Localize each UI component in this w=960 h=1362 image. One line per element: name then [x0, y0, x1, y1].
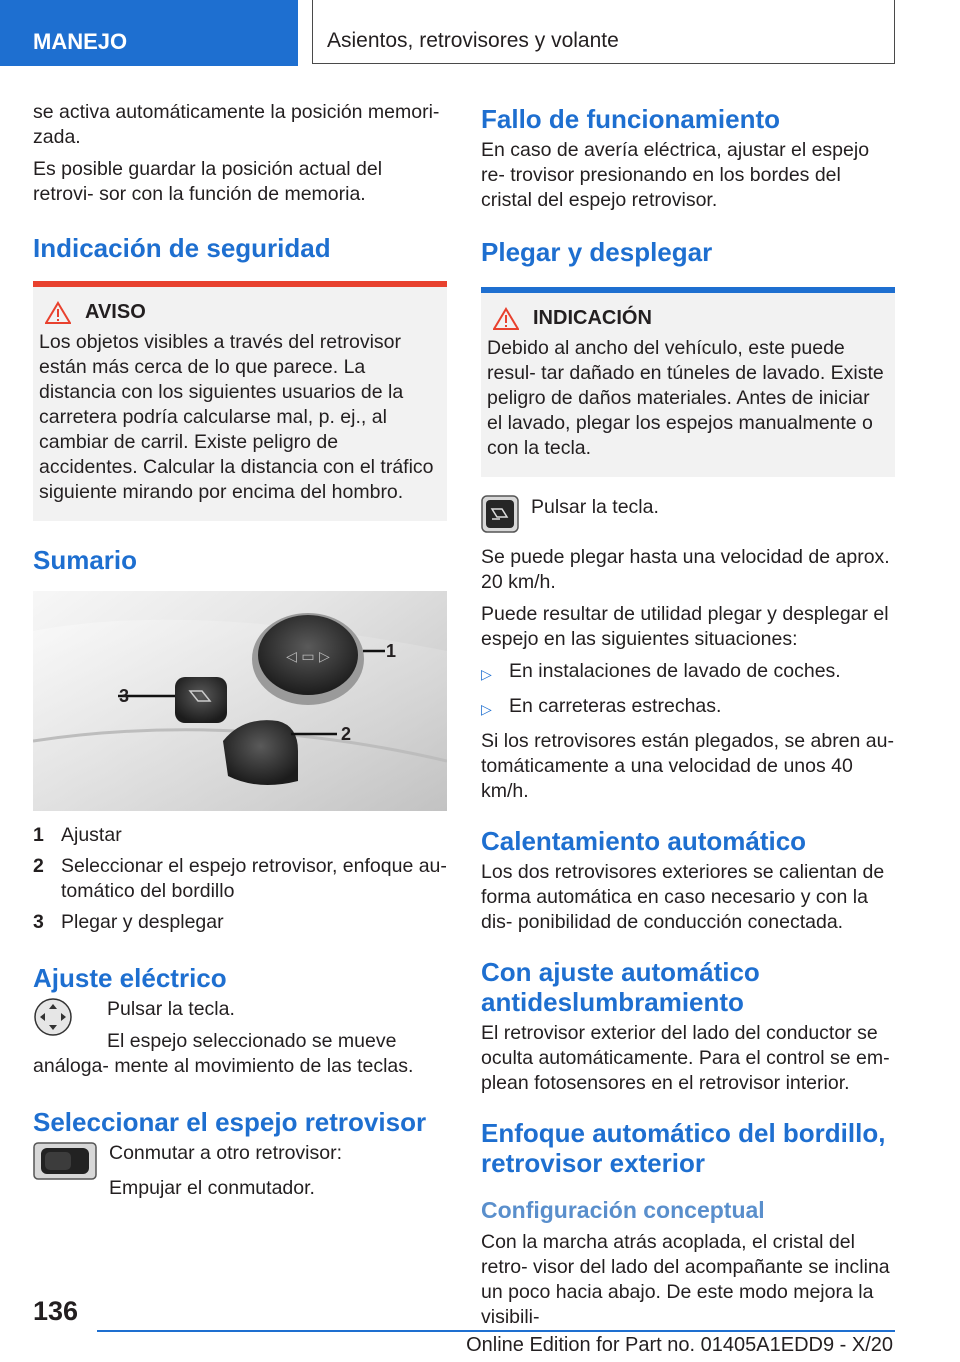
- legend-text: Plegar y desplegar: [61, 911, 224, 933]
- list-item: [481, 659, 895, 687]
- legend-number: 2: [33, 855, 44, 877]
- warning-triangle-icon: [493, 307, 519, 330]
- safety-heading: Indicación de seguridad: [33, 233, 331, 263]
- mirror-controls-illustration: [33, 591, 447, 811]
- legend-item: [33, 854, 447, 904]
- photo-callout-1: 1: [386, 641, 397, 661]
- select-heading: Seleccionar el espejo retrovisor: [33, 1107, 427, 1137]
- left-column: [33, 100, 447, 1212]
- svg-text:◁ ▭ ▷: ◁ ▭ ▷: [286, 649, 330, 665]
- fault-text: En caso de avería eléctrica, ajustar el espejo re- trovisor presionando en los bordes del cristal del espejo retrovisor.: [481, 139, 870, 211]
- overview-heading: Sumario: [33, 545, 138, 575]
- chapter-tab[interactable]: MANEJO: [0, 0, 298, 66]
- dimming-heading: Con ajuste automático antideslumbramiento: [481, 957, 760, 1017]
- warning-title: AVISO: [85, 301, 146, 323]
- fault-heading: Fallo de funcionamiento: [481, 104, 781, 134]
- legend-item: [33, 910, 447, 935]
- electric-text-1: Pulsar la tecla.: [107, 998, 235, 1020]
- list-item: [481, 694, 895, 722]
- concept-subheading: Configuración conceptual: [481, 1197, 765, 1223]
- select-text-2: Empujar el conmutador.: [109, 1177, 315, 1199]
- fold-text-3: Si los retrovisores están plegados, se abren au- tomáticamente a una velocidad de unos 40 km/h.: [481, 730, 894, 802]
- concept-text: Con la marcha atrás acoplada, el cristal del retro- visor del lado del acompañante se inclina un poco hacia abajo. De este modo mejora la visibili-: [481, 1231, 890, 1328]
- notice-text: Debido al ancho del vehículo, este puede resul- tar dañado en túneles de lavado. Existe peligro de daños materiales. Antes de iniciar el lavado, plegar los espejos manualmente o con la tecla.: [487, 337, 884, 459]
- intro-paragraph-2: Es posible guardar la posición actual del retrovi- sor con la función de memoria.: [33, 158, 383, 205]
- triangle-bullet-icon: ▷: [481, 666, 492, 682]
- fold-button-text: Pulsar la tecla.: [531, 496, 659, 518]
- electric-text-2: El espejo seleccionado se mueve análoga- mente al movimiento de las teclas.: [33, 1030, 414, 1077]
- legend-item: [33, 823, 447, 848]
- fold-heading: Plegar y desplegar: [481, 237, 713, 267]
- mirror-controls-photo: [33, 591, 447, 811]
- photo-callout-2: 2: [341, 724, 352, 744]
- list-item-text: En instalaciones de lavado de coches.: [509, 660, 841, 682]
- fold-mirror-button-icon: [481, 495, 519, 533]
- notice-box: [481, 287, 895, 477]
- triangle-bullet-icon: ▷: [481, 701, 492, 717]
- mirror-adjust-button-icon: [33, 997, 73, 1037]
- footer-edition: Online Edition for Part no. 01405A1EDD9 - X/20: [466, 1334, 893, 1356]
- heating-heading: Calentamiento automático: [481, 826, 807, 856]
- electric-heading: Ajuste eléctrico: [33, 963, 227, 993]
- fold-instruction: [481, 495, 895, 533]
- intro-paragraph-1: se activa automáticamente la posición memori- zada.: [33, 101, 440, 148]
- heating-text: Los dos retrovisores exteriores se calientan de forma automática en caso necesario y con la dis- ponibilidad de conducción conectada.: [481, 861, 885, 933]
- dimming-text: El retrovisor exterior del lado del conductor se oculta automáticamente. Para el control se em- plean fotosensores en el retrovisor interior.: [481, 1022, 890, 1094]
- list-item-text: En carreteras estrechas.: [509, 695, 722, 717]
- notice-title: INDICACIÓN: [533, 307, 652, 329]
- right-column: [481, 100, 895, 1337]
- curb-heading: Enfoque automático del bordillo, retrovisor exterior: [481, 1118, 886, 1178]
- photo-callout-3: 3: [119, 686, 130, 706]
- mirror-switch-icon: [33, 1141, 97, 1181]
- footer-divider: [97, 1330, 895, 1332]
- legend-text: Seleccionar el espejo retrovisor, enfoque au- tomático del bordillo: [61, 855, 447, 902]
- select-text-1: Conmutar a otro retrovisor:: [109, 1142, 343, 1164]
- warning-triangle-icon: [45, 301, 71, 324]
- warning-box: [33, 281, 447, 521]
- select-instruction: [33, 1141, 447, 1208]
- legend-text: Ajustar: [61, 824, 122, 846]
- legend-number: 3: [33, 911, 44, 933]
- warning-text: Los objetos visibles a través del retrovisor están más cerca de lo que parece. La distancia con los siguientes usuarios de la carretera podría calcularse mal, p. ej., al cambiar de carril. Existe peligro de accidentes. Calcular la distancia con el tráfico siguiente mirando por encima del hombro.: [39, 331, 434, 503]
- legend-number: 1: [33, 824, 44, 846]
- chapter-title: Asientos, retrovisores y volante: [312, 0, 895, 64]
- page-number: 136: [33, 1296, 79, 1326]
- fold-text-1: Se puede plegar hasta una velocidad de aprox. 20 km/h.: [481, 546, 890, 593]
- fold-text-2: Puede resultar de utilidad plegar y desplegar el espejo en las siguientes situaciones:: [481, 603, 889, 650]
